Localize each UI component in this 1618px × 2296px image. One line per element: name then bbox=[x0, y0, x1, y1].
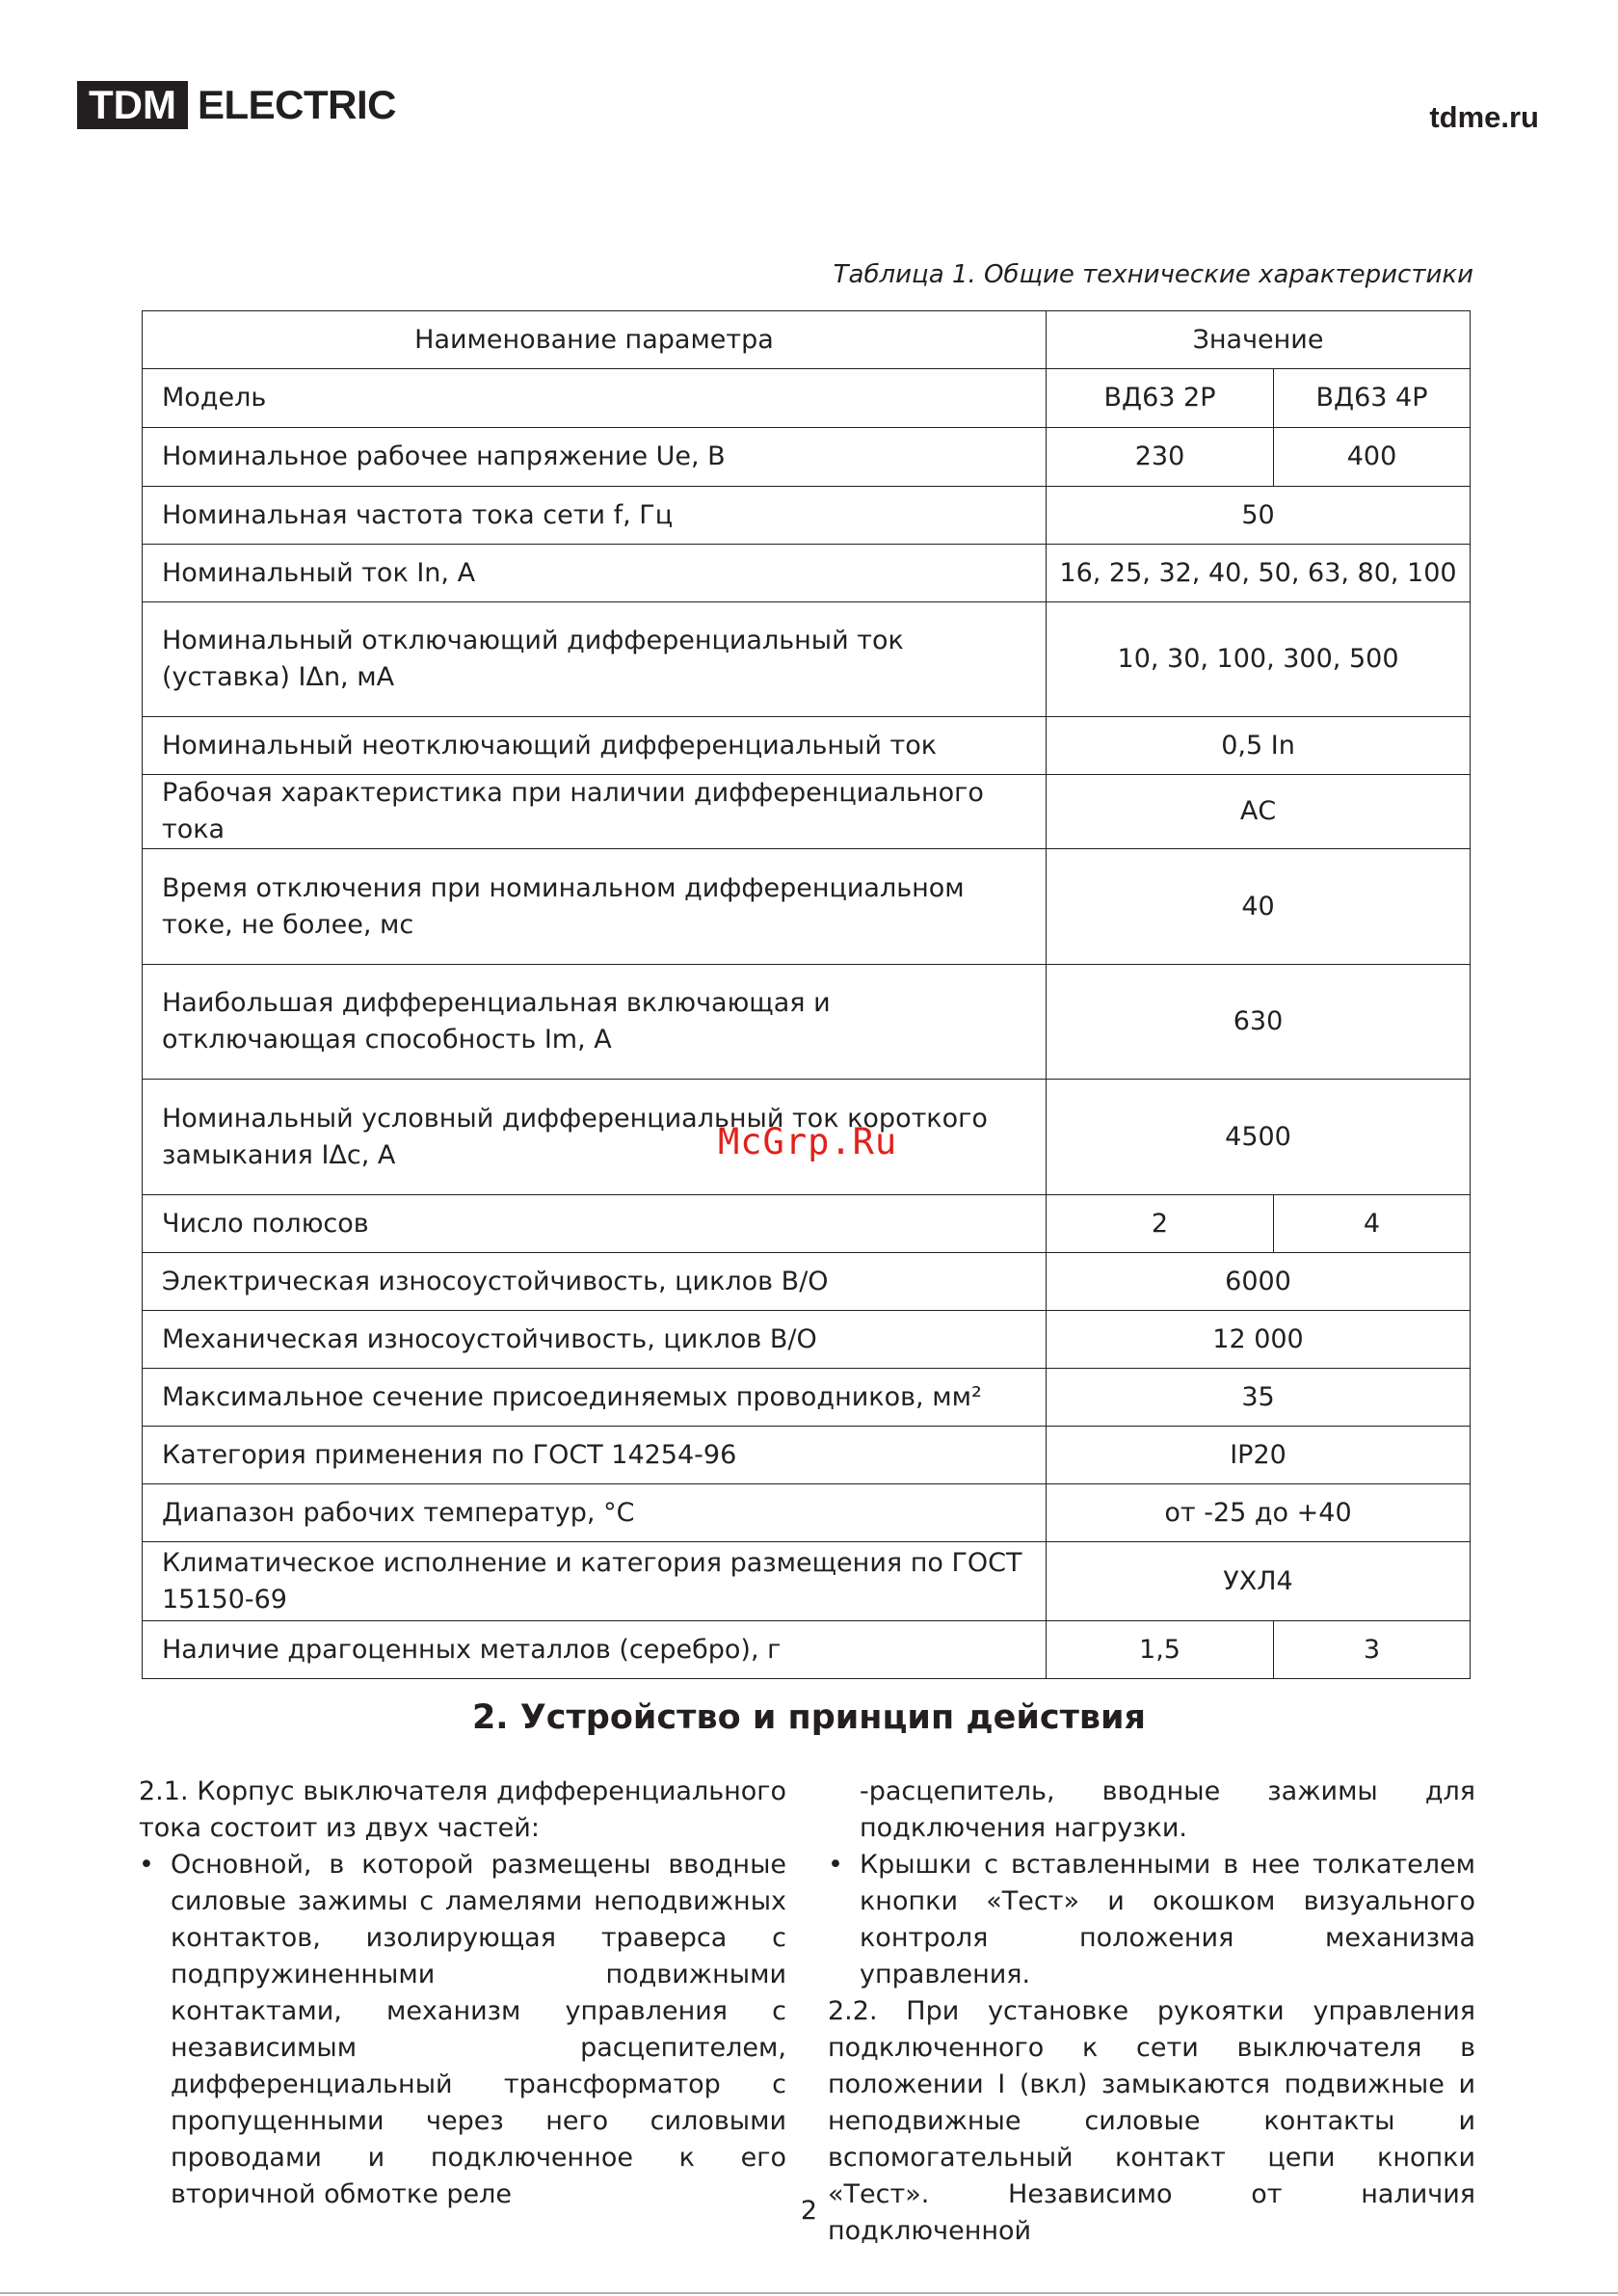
param-cell: Электрическая износоустойчивость, циклов В/О bbox=[143, 1253, 1047, 1311]
table-row bbox=[143, 1253, 1471, 1311]
table-row bbox=[143, 428, 1471, 487]
value-cell: 400 bbox=[1274, 428, 1471, 487]
param-cell: Рабочая характеристика при наличии дифференциального тока bbox=[143, 775, 1047, 849]
right-column bbox=[828, 1774, 1475, 2250]
value-cell: 2 bbox=[1047, 1195, 1274, 1253]
value-cell: 4500 bbox=[1047, 1080, 1471, 1195]
table-row bbox=[143, 1621, 1471, 1679]
table-row bbox=[143, 487, 1471, 545]
site-url: tdme.ru bbox=[1429, 100, 1539, 134]
param-cell: Номинальный условный дифференциальный ток короткого замыкания IΔc, А bbox=[143, 1080, 1047, 1195]
list-item-continuation: -расцепитель, вводные зажимы для подключения нагрузки. bbox=[860, 1776, 1475, 1843]
param-cell: Диапазон рабочих температур, °С bbox=[143, 1484, 1047, 1542]
table-row bbox=[143, 602, 1471, 717]
value-cell: от -25 до +40 bbox=[1047, 1484, 1471, 1542]
bullet-list bbox=[139, 1847, 786, 2213]
spec-table bbox=[142, 310, 1471, 1679]
table-row bbox=[143, 545, 1471, 602]
page-number: 2 bbox=[800, 2196, 818, 2226]
bullet-list bbox=[828, 1847, 1475, 1993]
table-row bbox=[143, 775, 1471, 849]
value-cell: 1,5 bbox=[1047, 1621, 1274, 1679]
value-cell: 12 000 bbox=[1047, 1311, 1471, 1369]
value-cell: 35 bbox=[1047, 1369, 1471, 1427]
watermark: McGrp.Ru bbox=[718, 1121, 898, 1162]
param-cell: Модель bbox=[143, 369, 1047, 428]
param-cell: Категория применения по ГОСТ 14254-96 bbox=[143, 1427, 1047, 1484]
param-cell: Механическая износоустойчивость, циклов В/О bbox=[143, 1311, 1047, 1369]
param-cell: Климатическое исполнение и категория размещения по ГОСТ 15150-69 bbox=[143, 1542, 1047, 1621]
value-cell: 630 bbox=[1047, 965, 1471, 1080]
table-row bbox=[143, 1195, 1471, 1253]
value-cell: IP20 bbox=[1047, 1427, 1471, 1484]
list-item: • Основной, в которой размещены вводные силовые зажимы с ламелями неподвижных контактов, изолирующая траверса с подпружиненными подвижными контактами, механизм управления с независимым расцепителем, дифференциальный трансформатор с пропущенными через него силовыми проводами и подключенное к его вторичной обмотке реле bbox=[139, 1847, 786, 2213]
value-cell: 6000 bbox=[1047, 1253, 1471, 1311]
logo-mark: TDM bbox=[77, 81, 188, 129]
table-row bbox=[143, 369, 1471, 428]
param-cell: Номинальное рабочее напряжение Ue, В bbox=[143, 428, 1047, 487]
header-value: Значение bbox=[1047, 311, 1471, 369]
value-cell: ВД63 2Р bbox=[1047, 369, 1274, 428]
value-cell: 0,5 In bbox=[1047, 717, 1471, 775]
value-cell: 230 bbox=[1047, 428, 1274, 487]
value-cell: ВД63 4Р bbox=[1274, 369, 1471, 428]
value-cell: 10, 30, 100, 300, 500 bbox=[1047, 602, 1471, 717]
value-cell: АС bbox=[1047, 775, 1471, 849]
table-row bbox=[143, 1311, 1471, 1369]
param-cell: Номинальная частота тока сети f, Гц bbox=[143, 487, 1047, 545]
left-column bbox=[139, 1774, 786, 2213]
table-row bbox=[143, 717, 1471, 775]
list-item: • Крышки с вставленными в нее толкателем кнопки «Тест» и окошком визуального контроля положения механизма управления. bbox=[828, 1847, 1475, 1993]
value-cell: 50 bbox=[1047, 487, 1471, 545]
brand-logo bbox=[77, 81, 396, 129]
value-cell: 40 bbox=[1047, 849, 1471, 965]
table-row bbox=[143, 1427, 1471, 1484]
value-cell: 3 bbox=[1274, 1621, 1471, 1679]
param-cell: Наибольшая дифференциальная включающая и отключающая способность Im, А bbox=[143, 965, 1047, 1080]
param-cell: Номинальный ток In, А bbox=[143, 545, 1047, 602]
header-param: Наименование параметра bbox=[143, 311, 1047, 369]
table-row bbox=[143, 1369, 1471, 1427]
page-bottom-rule bbox=[0, 2292, 1618, 2294]
param-cell: Номинальный неотключающий дифференциальный ток bbox=[143, 717, 1047, 775]
table-header-row bbox=[143, 311, 1471, 369]
table-row bbox=[143, 1542, 1471, 1621]
paragraph-2-2: 2.2. При установке рукоятки управления подключенного к сети выключателя в положении I (вкл) замыкаются подвижные и неподвижные силовые контакты и вспомогательный контакт цепи кнопки «Тест». Независимо от наличия подключенной bbox=[828, 1996, 1475, 2246]
value-cell: УХЛ4 bbox=[1047, 1542, 1471, 1621]
param-cell: Число полюсов bbox=[143, 1195, 1047, 1253]
table-row bbox=[143, 965, 1471, 1080]
value-cell: 16, 25, 32, 40, 50, 63, 80, 100 bbox=[1047, 545, 1471, 602]
value-cell: 4 bbox=[1274, 1195, 1471, 1253]
table-row bbox=[143, 1484, 1471, 1542]
param-cell: Максимальное сечение присоединяемых проводников, мм² bbox=[143, 1369, 1047, 1427]
param-cell: Наличие драгоценных металлов (серебро), г bbox=[143, 1621, 1047, 1679]
logo-wordmark: ELECTRIC bbox=[197, 82, 396, 127]
paragraph-2-1: 2.1. Корпус выключателя дифференциального тока состоит из двух частей: bbox=[139, 1776, 786, 1843]
param-cell: Номинальный отключающий дифференциальный ток (уставка) IΔn, мА bbox=[143, 602, 1047, 717]
table-row bbox=[143, 849, 1471, 965]
param-cell: Время отключения при номинальном дифференциальном токе, не более, мс bbox=[143, 849, 1047, 965]
table-caption: Таблица 1. Общие технические характеристики bbox=[833, 260, 1473, 289]
section-title: 2. Устройство и принцип действия bbox=[471, 1698, 1147, 1737]
